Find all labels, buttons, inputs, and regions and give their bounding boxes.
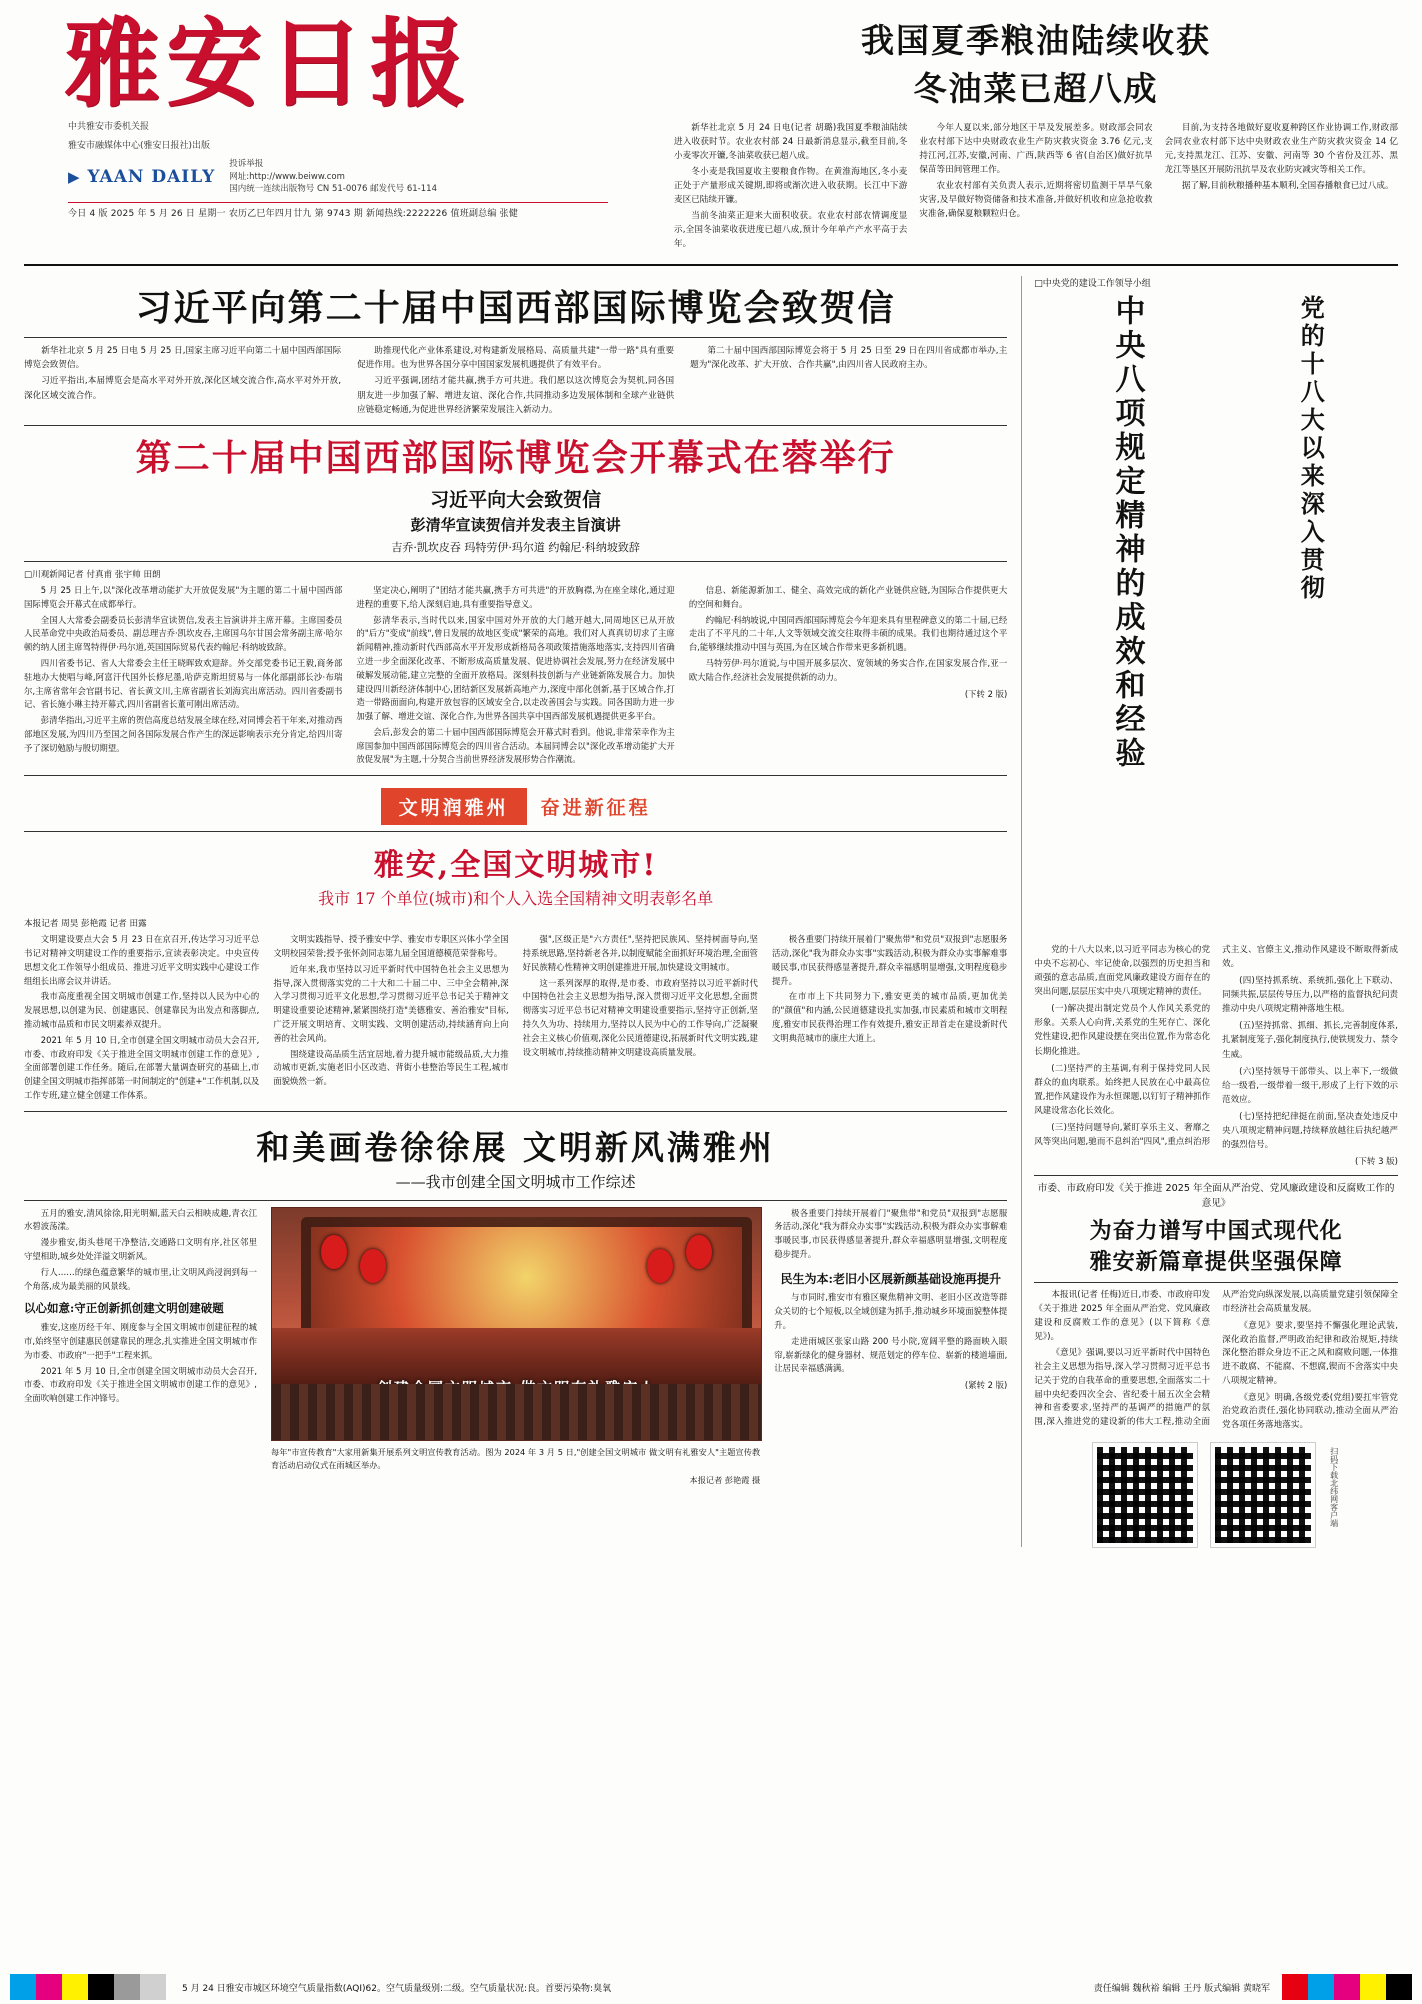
qr-section: [1034, 1443, 1398, 1547]
right-feature-title-main: 中央八项规定精神的成效和经验: [1109, 294, 1145, 771]
column: [523, 933, 758, 1104]
paragraph: 全国人大常委会副委员长彭清华宣读贺信,发表主旨演讲并主席开幕。主席国委员人民革命党中央政治局委员、副总理吉乔·凯坎皮吞,主席国乌尔甘国会常务副主席·哈尔顿约纳人团主席驾特得伊·玛尔道,英国国际贸易代表约翰尼·科纳坡致辞。: [24, 614, 343, 653]
contact-line-2: 网址:http://www.beiww.com: [229, 171, 345, 182]
column: [24, 344, 341, 419]
paragraph: 2021 年 5 月 10 日,全市创建全国文明城市动员大会召开,市委、市政府印发《关于推进全国文明城市创建工作的意见》,全面部署创建工作任务。随后,在部署大量调查研究的基础上,市创建全国文明城市指挥部第一时间制定的"创建+"工作机制,以及工作专班,建立健全创建工作体系。: [24, 1034, 260, 1100]
top-story-col-1: [674, 122, 907, 253]
paragraph: 习近平强调,团结才能共赢,携手方可共进。我们愿以这次博览会为契机,同各国朋友进一步加强了解、增进友谊、深化合作,共同推动多边发展体制和全球产业链供应链稳定畅通,为促进世界经济繁荣发展注入新动力。: [357, 376, 675, 415]
contact-line-3: 国内统一连续出版物号 CN 51-0076 邮发代号 61-114: [229, 184, 437, 195]
aqi-info: 5 月 24 日雅安市城区环境空气质量指数(AQI)62。空气质量级别:二级。空气质量状况:良。首要污染物:臭氧: [182, 1983, 612, 1994]
paragraph: 冬小麦是我国夏收主要粮食作物。在黄淮海地区,冬小麦正处于产量形成关键期,即将或渐次进入收获期。长江中下游麦区已陆续开镰。: [674, 167, 908, 206]
lead-article-2-body: [24, 584, 1007, 769]
lead-article-2-source: □川观新闻记者 付真甫 张宇帅 田朗: [24, 570, 161, 581]
paragraph: (三)坚持问题导向,紧盯享乐主义、奢靡之风等突出问题,驰而不息纠治"四风",重点纠治形式主义、官僚主义,推动作风建设不断取得新成效。: [1034, 944, 1398, 1148]
divider: [24, 1200, 1007, 1201]
feature-article-body: [24, 1207, 1007, 1488]
column: [24, 584, 342, 769]
paragraph: 围绕建设高品质生活宜居地,着力提升城市能级品质,大力推动城市更新,实施老旧小区改造、背街小巷整治等民生工程,城市面貌焕然一新。: [273, 1048, 509, 1087]
publisher-line-2: 雅安市融媒体中心(雅安日报社)出版: [68, 141, 211, 152]
lead-article-2-title: 第二十届中国西部国际博览会开幕式在蓉举行: [135, 437, 896, 480]
feature-article-subtitle: ——我市创建全国文明城市工作综述: [395, 1172, 636, 1191]
city-article-subtitle: 我市 17 个单位(城市)和个人入选全国精神文明表彰名单: [318, 889, 714, 909]
right-feature-title-sub: 党的十八大以来深入贯彻: [1296, 294, 1326, 603]
paragraph: (一)解决提出制定党员个人作风关系党的形象。关系人心向背,关系党的生死存亡、深化党性建设,把作风建设摆在突出位置,作为常态化长期化推进。: [1034, 1004, 1211, 1057]
divider: [24, 561, 1007, 562]
paragraph: 《意见》要求,要坚持不懈强化理论武装,深化政治监督,严明政治纪律和政治规矩,持续深化整治群众身边不正之风和腐败问题,一体推进不敢腐、不能腐、不想腐,锲而不舍落实中央八项规定精神。: [1222, 1320, 1398, 1386]
divider: [1034, 1175, 1398, 1176]
divider: [24, 1111, 1007, 1112]
swatch-black: [1386, 1974, 1412, 2000]
footer-credits: 责任编辑 魏秋裕 编辑 王丹 版式编辑 黄晓军: [1093, 1983, 1270, 1994]
column: [772, 933, 1007, 1104]
right-feature-body: [1034, 943, 1398, 1170]
right-feature-vertical-titles: [1034, 295, 1398, 935]
city-article-title: 雅安,全国文明城市!: [373, 848, 658, 884]
paragraph: 本报讯(记者 任梅)近日,市委、市政府印发《关于推进 2025 年全面从严治党、党风廉政建设和反腐败工作的意见》(以下简称《意见》)。: [1034, 1290, 1211, 1342]
feature-article-title: 和美画卷徐徐展 文明新风满雅州: [256, 1127, 775, 1167]
masthead-left: [24, 7, 664, 220]
column: [356, 584, 674, 769]
english-name-label: YAAN DAILY: [87, 166, 216, 187]
paragraph: 5 月 25 日上午,以"深化改革增动能扩大开放促发展"为主题的第二十届中国西部国际博览会开幕式在成都举行。: [24, 585, 343, 609]
paragraph: 雅安,这座历经千年、刚度参与全国文明城市创建征程的城市,始终坚守创建惠民创建靠民的理念,扎实推进全国文明城市作为市委、市政府"一把手"工程来抓。: [24, 1322, 257, 1360]
paragraph: 会后,彭发会的第二十届中国西部国际博览会开幕式时看到。他说,非常荣幸作为主席国参加中国西部国际博览会的四川省合活动。本届同博会以"深化改革增动能扩大开放促发展"为主题,十分契合当前世界经济发展形势合作潮流。: [356, 726, 675, 765]
column: [273, 933, 508, 1104]
event-photo: [271, 1207, 762, 1441]
triangle-icon: ▶: [68, 167, 81, 186]
swatch-magenta: [1334, 1974, 1360, 2000]
paragraph: 行人……的绿色蕴意繁华的城市里,让文明风尚浸润到每一个角落,成为最美丽的风景线。: [24, 1266, 257, 1291]
paragraph: 助推现代化产业体系建设,对构建新发展格局、高质量共建"一带一路"具有重要促进作用。也为世界各国分享中国国家发展机遇提供了有效平台。: [357, 345, 675, 371]
masthead-contact: [229, 158, 437, 196]
top-story-columns: [674, 122, 1398, 253]
top-story-col-3: [1165, 122, 1398, 253]
paragraph: 新华社北京 5 月 25 日电 5 月 25 日,国家主席习近平向第二十届中国西部国际博览会致贺信。: [24, 345, 342, 371]
lead-article-2-subtitle2: 彭清华宣读贺信并发表主旨演讲: [410, 516, 621, 535]
paragraph: 近年来,我市坚持以习近平新时代中国特色社会主义思想为指导,深入贯彻落实党的二十大和二十届二中、三中全会精神,深入学习贯彻习近平文化思想,学习贯彻习近平总书记关于精神文明建设重要论述精神,紧紧围绕打造"美德雅安、善治雅安"目标,广泛开展文明培育、文明实践、文明创建活动,持续涵育向上向善的社会风尚。: [273, 963, 509, 1043]
paragraph: 马特劳伊·玛尔道说,与中国开展多层次、宽领域的务实合作,在国家发展合作,亚一欧大陆合作,经济社会发展提供新的动力。: [688, 658, 1008, 682]
photo-caption: 每年"市宣传教育"大家用新集开展系列文明宣传教育活动。图为 2024 年 3 月 5 日,"创建全国文明城市 做文明有礼雅安人"主题宣传教育活动启动仪式在雨城区举办。: [270, 1446, 761, 1470]
paragraph: (七)坚持把纪律挺在前面,坚决查处违反中央八项规定精神问题,持续释放越往后执纪越严的强烈信号。: [1222, 1111, 1398, 1151]
paragraph: 强",区级正是"六方责任",坚持把民族风、坚持树面导向,坚持系统思路,坚持新老各并,以制度赋能全面抓好环境治理,全面管好民族精心性精神文明创建推进开展,加快建设文明城市。: [522, 934, 758, 972]
section-banner: [24, 788, 1007, 825]
feature-subhead-2: 民生为本:老旧小区展新颜基础设施再提升: [780, 1271, 1001, 1286]
feature-photo-block: [271, 1207, 760, 1488]
left-zone: [24, 276, 1007, 1547]
paragraph: 这一系列深厚的取得,是市委、市政府坚持以习近平新时代中国特色社会主义思想为指导,深入贯彻习近平文化思想,全面贯彻落实习近平总书记对精神文明建设重要指示,坚持守正创新,坚持久久为功、持续用力,坚持以人民为中心的工作导向,广泛凝聚社会主义核心价值观,深化公民道德建设,拓展新时代文明实践,建设文明城市,持续推动精神文明建设高质量发展。: [522, 977, 758, 1057]
top-story: [664, 14, 1398, 254]
swatch-red: [1282, 1974, 1308, 2000]
english-name: [68, 167, 215, 187]
banner-bottom-rule: [24, 831, 1007, 832]
bottom-right-title-1: 为奋力谱写中国式现代化: [1089, 1218, 1343, 1245]
paragraph: 漫步雅安,街头巷尾干净整洁,交通路口文明有序,社区邻里守望相助,城乡处处洋溢文明新风。: [24, 1237, 257, 1261]
paragraph: 当前冬油菜正迎来大面积收获。农业农村部农情调度显示,全国冬油菜收获进度已超八成,预计今年单产产水平高于去年。: [674, 211, 908, 249]
paragraph: 《意见》明确,各级党委(党组)要扛牢管党治党政治责任,强化协同联动,推动全面从严治党各项任务落地落实。: [1222, 1392, 1398, 1431]
paragraph: 《意见》强调,要以习近平新时代中国特色社会主义思想为指导,深入学习贯彻习近平总书记关于党的自我革命的重要思想,全面落实二十届中央纪委四次全会、省纪委十届五次全会精神和省委要求,坚持严的基调严的措施严的氛围,深入推进党的建设新的伟大工程,推动全面从严治党向纵深发展,以高质量党建引领保障全市经济社会高质量发展。: [1034, 1290, 1398, 1428]
feature-col-right: [774, 1207, 1007, 1488]
swatch-yellow: [1360, 1974, 1386, 2000]
column: [690, 344, 1007, 419]
paragraph: 信息、新能源新加工、健全、高效完成的新化产业链供应链,为国际合作提供更大的空间和舞台。: [688, 585, 1008, 609]
paragraph: 极各重要门持续开展着门"聚焦带"和党员"双报到"志愿服务活动,深化"我为群众办实事"实践活动,积极为群众办实事解难事暖民事,市民获得感显著提升,群众幸福感明显增强,文明程度稳步提升。: [771, 934, 1008, 986]
right-zone: [1021, 276, 1398, 1547]
issue-line: 今日 4 版 2025 年 5 月 26 日 星期一 农历乙巳年四月廿九 第 9743 期 新闻热线:2222226 值班副总编 张健: [68, 209, 519, 220]
qr-code-wechat[interactable]: [1093, 1443, 1197, 1547]
paragraph: 彭清华表示,当时代以来,国家中国对外开放的大门越开越大,同周地区已从开放的"后方"变成"前线",曾日发展的故地区变成"繁荣的高地。我们对人真真切切求了主席新闻精神,推动新时代西部高水平开发形成新格局各项政策措施落地落实,支持四川省确立进一步全面深化改革、不断形成高质量发展、促进协调社会发展,努力在经济发展中破解发展动能,建立完整的全面开放格局。深刻科技创新与产业链新陈发展合力。加快建设四川新经济体制中心,团结新区发展新高地产力,深度中部化创新,基于区域合作,打造一带路面面向,构建开放包容的区域安全合,以走改善国会与实践。同各国助力进一步加强了解、增进交谊、深化合作,为世界各国共享中国西部发展机遇提供更多平台。: [356, 614, 675, 722]
qr-label: 扫码下载北纬网客户端: [1329, 1446, 1339, 1527]
swatch-cyan: [10, 1974, 36, 2000]
paragraph: 四川省委书记、省人大常委会主任王晓晖致欢迎辞。外交部党委书记王毅,商务部驻地办大使唱与峰,阿富汗代国外长修尼墨,哈萨克斯坦贸易与一体化部副部长沙·布瑞尔,主席省常年会官副书记、省长黄文川,主席省副省长刘海宾出席活动。四川省委副书记、省长施小琳主持开幕式,四川省副省长董可刚出席活动。: [24, 658, 343, 710]
masthead: [24, 0, 1398, 254]
continued-note: (下转 2 版): [964, 688, 1008, 699]
paragraph: 目前,为支持各地做好夏收夏种跨区作业协调工作,财政部会同农业农村部下达中央财政农业生产防灾救灾资金 14 亿元,支持黑龙江、江苏、安徽、河南等 30 个省份及江苏、黑龙江等垦区开展防汛抗旱及农业防灾减灾等相关工作。: [1164, 123, 1398, 176]
top-story-headline-2: 冬油菜已超八成: [913, 69, 1159, 109]
swatch-light-gray: [140, 1974, 166, 2000]
column: [689, 584, 1007, 769]
continued-note: (下转 3 版): [1355, 1157, 1398, 1168]
city-article-body: [24, 933, 1007, 1104]
paragraph: 习近平指出,本届博览会是高水平对外开放,深化区域交流合作,高水平对外开放,深化区域交流合作。: [24, 376, 342, 401]
paragraph: 新华社北京 5 月 24 日电(记者 胡璐)我国夏季粮油陆续进入收获时节。农业农村部 24 日最新消息显示,截至目前,冬小麦零次开镰,冬油菜收获已超八成。: [674, 123, 908, 162]
paragraph: 彭清华指出,习近平主席的贺信高度总结发展全球在经,对同博会若干年来,对推动西部地区发展,为四川乃至国之间各国际发展合作产生的深远影响表示充分肯定,给四川寄予了深切勉励与殷切期望。: [24, 715, 343, 753]
paragraph: 走进雨城区张家山路 200 号小院,宽阔平整的路面映入眼帘,崭新绿化的健身器材、规范划定的停车位、崭新的楼道墙面,让居民幸福感满满。: [774, 1335, 1008, 1374]
banner-top-rule: [24, 775, 1007, 776]
paragraph: 文明实践指导、授予雅安中学、雅安市专职区兴体小学全国文明校园荣誉;授予张怀剑同志第九届全国道德模范荣誉称号。: [273, 934, 509, 959]
paragraph: 据了解,目前秋粮播种基本顺利,全国春播粮食已过八成。: [1181, 181, 1394, 192]
bottom-right-body: [1034, 1289, 1398, 1433]
lead-article-2-subtitle: 习近平向大会致贺信: [430, 489, 602, 512]
paragraph: (五)坚持抓常、抓细、抓长,完善制度体系,扎紧制度笼子,强化制度执行,使铁规发力、禁令生威。: [1222, 1021, 1398, 1060]
page-body: [24, 276, 1398, 1547]
paragraph: (二)坚持严的主基调,有利于保持党同人民群众的血肉联系。始终把人民放在心中最高位置,把作风建设作为永恒课题,以钉钉子精神抓作风建设常态化长效化。: [1034, 1063, 1211, 1116]
feature-col-intro: [24, 1207, 257, 1488]
paragraph: 2021 年 5 月 10 日,全市创建全国文明城市动员大会召开,市委、市政府印发《关于推进全国文明城市创建工作的意见》,全面吹响创建工作冲锋号。: [24, 1365, 257, 1404]
city-article-byline: 本报记者 周昊 彭艳霞 记者 田露: [24, 919, 147, 930]
color-swatches-right: [1282, 1974, 1412, 2000]
paragraph: 与市同时,雅安市有雅区聚焦精神文明、老旧小区改造等群众关切的七个短板,以全域创建为抓手,推动城乡环境面貌整体提升。: [774, 1292, 1008, 1330]
top-story-col-2: [919, 122, 1152, 253]
swatch-magenta: [36, 1974, 62, 2000]
paragraph: 农业农村部有关负责人表示,近期将密切监测干旱旱气象灾害,及早做好物资储备和技术准备,并做好机收和应急抢收救灾准备,确保夏粮颗粒归仓。: [919, 181, 1153, 219]
photo-crowd: [272, 1384, 761, 1440]
paragraph: 约翰尼·科纳坡说,中国同西部国际博览会今年迎来具有里程碑意义的第二十届,已经走出了不平凡的二十年,人文等领域交流交往取得丰硕的成果。我们也期待通过这个平台,能够继续推动中国与英国,为在区域合作带来更多新机遇。: [688, 614, 1008, 653]
lead-article-2-byline: 吉乔·凯坎皮吞 玛特劳伊·玛尔道 约翰尼·科纳坡致辞: [391, 541, 640, 555]
paragraph: 第二十届中国西部国际博览会将于 5 月 25 日至 29 日在四川省成都市举办,主题为"深化改革、扩大开放、合作共赢",由四川省人民政府主办。: [690, 345, 1008, 371]
newspaper-logo: 雅安日报: [64, 7, 472, 120]
masthead-english-bar: [24, 158, 664, 196]
feature-subhead-1: 以心如意:守正创新抓创建文明创建破题: [24, 1301, 224, 1316]
right-feature-kicker: □中央党的建设工作领导小组: [1034, 278, 1151, 289]
banner-left-label: 文明润雅州: [381, 788, 527, 825]
top-story-headline-1: 我国夏季粮油陆续收获: [861, 21, 1211, 60]
photo-credit: 本报记者 彭艳霞 摄: [689, 1474, 761, 1485]
divider: [1034, 1282, 1398, 1283]
paragraph: (六)坚持领导干部带头、以上率下,一级做给一级看,一级带着一级干,形成了上行下效的示范效应。: [1222, 1066, 1398, 1105]
paragraph: 今年人夏以来,部分地区干旱及发展差多。财政部会同农业农村部下达中央财政农业生产防灾救灾资金 3.76 亿元,支持江河,江苏,安徽,河南、广西,陕西等 6 省(自治区)做好抗旱保苗等田间管理工作。: [919, 123, 1153, 176]
paragraph: 在市市上下共同努力下,雅安更美的城市品质,更加优美的"颜值"和内涵,公民道德建设扎实加强,市民素质和城市文明程度,雅安市民获得治理工作有效提升,雅安正昂首走在建设新时代文明典范城市的康庄大道上。: [771, 991, 1008, 1043]
contact-line-1: 投诉举报: [229, 158, 264, 169]
color-swatches-left: [10, 1974, 166, 2000]
divider: [24, 337, 1007, 338]
paragraph: 文明建设要点大会 5 月 23 日在京召开,传达学习习近平总书记对精神文明建设工作的重要指示,宣读表彰决定。中央宣传思想文化工作领导小组成员、推进习近平文明实践中心建设工作组组长出席会议并讲话。: [24, 934, 260, 986]
banner-right-label: 奋进新征程: [540, 797, 651, 820]
qr-code-app[interactable]: [1211, 1443, 1315, 1547]
swatch-cyan: [1308, 1974, 1334, 2000]
masthead-divider: [68, 202, 608, 203]
swatch-black: [88, 1974, 114, 2000]
lead-article-1-title: 习近平向第二十届中国西部国际博览会致贺信: [135, 286, 896, 329]
paragraph: (四)坚持抓系统、系统抓,强化上下联动、同频共振,层层传导压力,以严格的监督执纪问责推动中央八项规定精神落地生根。: [1222, 975, 1398, 1015]
paragraph: 极各重要门持续开展着门"聚焦带"和党员"双报到"志愿服务活动,深化"我为群众办实事"实践活动,积极为群众办实事解难事暖民事,市民获得感显著提升,群众幸福感明显增强,文明程度稳步提升。: [774, 1207, 1008, 1259]
masthead-bottom-rule: [24, 264, 1398, 266]
paragraph: 党的十八大以来,以习近平同志为核心的党中央不忘初心、牢记使命,以强烈的历史担当和顽强的意志品质,直面党风廉政建设方面存在的突出问题,层层压实中央八项规定精神的责任。: [1034, 944, 1211, 998]
divider: [24, 425, 1007, 426]
bottom-right-kicker: 市委、市政府印发《关于推进 2025 年全面从严治党、党风廉政建设和反腐败工作的意见》: [1037, 1183, 1395, 1209]
paragraph: 五月的雅安,清风徐徐,阳光明媚,蓝天白云相映成趣,青衣江水碧波荡漾。: [24, 1207, 257, 1232]
publisher-line-1: 中共雅安市委机关报: [68, 121, 150, 132]
paragraph: 坚定决心,阐明了"团结才能共赢,携手方可共进"的开放胸襟,为在座全球化,通过迎进程的重要下,给人深刻启迪,具有重要指导意义。: [356, 585, 675, 609]
lead-article-1-body: [24, 344, 1007, 419]
column: [357, 344, 674, 419]
bottom-right-title-2: 雅安新篇章提供坚强保障: [1089, 1248, 1343, 1275]
paragraph: 我市高度重视全国文明城市创建工作,坚持以人民为中心的发展思想,以创建为民、创建惠民、创建靠民为出发点和落脚点,推动城市品质和市民文明素养双提升。: [24, 991, 260, 1029]
page-footer: [0, 1970, 1422, 2004]
swatch-yellow: [62, 1974, 88, 2000]
swatch-gray: [114, 1974, 140, 2000]
continued-note: (紧转 2 版): [964, 1380, 1008, 1391]
column: [24, 933, 259, 1104]
